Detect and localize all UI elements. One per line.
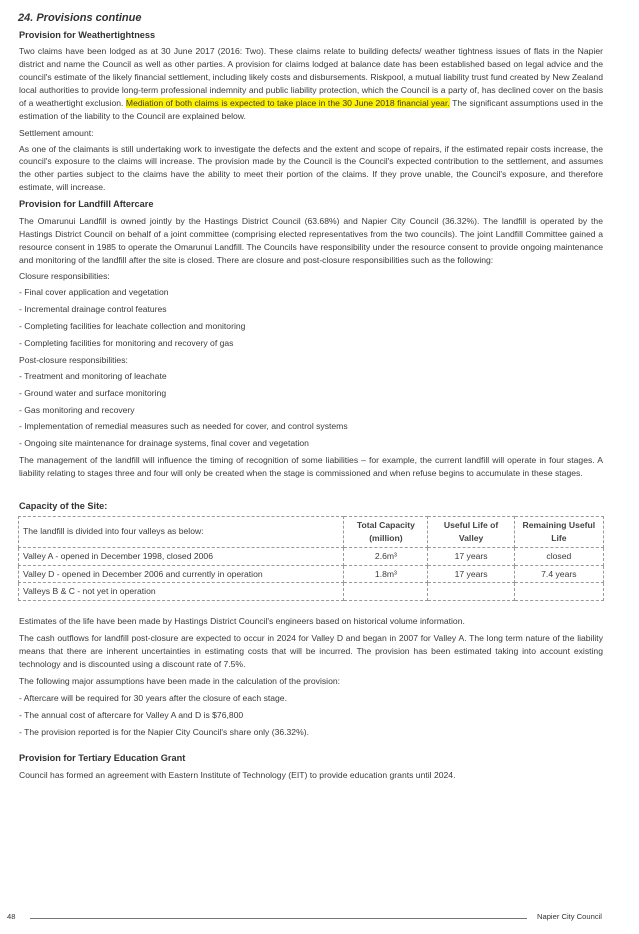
column-header-useful-life: Useful Life of Valley [428, 516, 514, 547]
settlement-paragraph: As one of the claimants is still undertaking work to investigate the defects and the extent and scope of repairs, if the estimated repair costs increase, the council's exposure to the claims will increase. The provision made by the Council is the Council's expected contribution to the settlement, and assumes the other parties subject to the claims have the ability to meet their portion of the claims. If they prove unable, the Council's exposure, and therefore estimate, will increase. [19, 143, 603, 193]
row-capacity: 1.8m³ [344, 565, 428, 583]
row-remaining-life: 7.4 years [514, 565, 603, 583]
column-header-capacity: Total Capacity (million) [344, 516, 428, 547]
row-description: Valleys B & C - not yet in operation [19, 583, 344, 601]
page-number: 48 [7, 912, 16, 921]
list-item: - Implementation of remedial measures such as needed for cover, and control systems [19, 421, 348, 432]
weathertightness-text: Two claims have been lodged as at 30 June 2017 (2016: Two). These claims relate to building defects/ weather tightness issues of flats in the Napier district and name the Council as well as other parties. A provision for claims lodged at balance date has been established based on legal advice and the council's estimate of the likely financial settlement, including likely costs and disbursements. Riskpool, a mutual liability trust fund created by New Zealand local authorities to provide long-term professional indemnity and public liability protection, which the Council is a party of, has declined cover on the basis of a weathertight exclusion. [19, 46, 603, 108]
landfill-heading: Provision for Landfill Aftercare [19, 199, 154, 210]
column-header-remaining-life: Remaining Useful Life [514, 516, 603, 547]
table-row [19, 565, 604, 583]
row-capacity [344, 583, 428, 601]
weathertightness-heading: Provision for Weathertightness [19, 29, 156, 40]
capacity-table [18, 516, 604, 601]
section-title: 24. Provisions continue [18, 12, 142, 24]
cash-outflows-paragraph: The cash outflows for landfill post-closure are expected to occur in 2024 for Valley D and began in 2007 for Valley A. The long term nature of the liability means that there are inherent uncertainties in estimating costs that will be incurred. The provision has been estimated taking into account existing technology and is discounted using a discount rate of 7.5%. [19, 633, 603, 669]
footer-organization: Napier City Council [537, 912, 602, 921]
list-item: - Incremental drainage control features [19, 304, 167, 315]
tertiary-heading: Provision for Tertiary Education Grant [19, 753, 186, 764]
capacity-heading: Capacity of the Site: [19, 501, 108, 512]
table-row [19, 547, 604, 565]
row-useful-life [428, 583, 514, 601]
list-item: - Completing facilities for leachate collection and monitoring [19, 321, 246, 332]
weathertightness-assumptions-text: The significant assumptions used in the estimation of the liability to the Council are explained below. [19, 97, 604, 121]
list-item: - Ground water and surface monitoring [19, 387, 167, 398]
row-description: Valley D - opened in December 2006 and currently in operation [19, 565, 344, 583]
highlighted-mediation-text: Mediation of both claims is expected to take place in the 30 June 2018 financial year. [125, 97, 450, 108]
list-item: - Ongoing site maintenance for drainage systems, final cover and vegetation [19, 438, 309, 449]
weathertightness-paragraph [19, 45, 603, 122]
closure-label: Closure responsibilities: [19, 271, 110, 282]
list-item: - Aftercare will be required for 30 years after the closure of each stage. [19, 692, 287, 703]
row-remaining-life: closed [514, 547, 603, 565]
row-useful-life: 17 years [428, 565, 514, 583]
list-item: - Completing facilities for monitoring and recovery of gas [19, 338, 234, 349]
list-item: - Gas monitoring and recovery [19, 404, 135, 415]
tertiary-paragraph: Council has formed an agreement with Eastern Institute of Technology (EIT) to provide education grants until 2024. [19, 770, 456, 781]
landfill-management-paragraph: The management of the landfill will influence the timing of recognition of some liabilities – for example, the current landfill will operate in four stages. A liability relating to stages three and four will only be created when the stage is commissioned and when refuse begins to accumulate in these stages. [19, 455, 603, 479]
row-remaining-life [514, 583, 603, 601]
assumptions-intro: The following major assumptions have been made in the calculation of the provision: [19, 675, 341, 686]
list-item: - The annual cost of aftercare for Valley A and D is $76,800 [19, 709, 244, 720]
estimates-paragraph: Estimates of the life have been made by Hastings District Council's engineers based on historical volume information. [19, 616, 465, 627]
document-page [18, 10, 603, 786]
row-capacity: 2.6m³ [344, 547, 428, 565]
list-item: - Final cover application and vegetation [19, 287, 169, 298]
table-row [19, 583, 604, 601]
list-item: - Treatment and monitoring of leachate [19, 370, 167, 381]
settlement-label: Settlement amount: [19, 127, 94, 138]
list-item: - The provision reported is for the Napier City Council's share only (36.32%). [19, 726, 309, 737]
footer-divider [30, 918, 527, 919]
post-closure-label: Post-closure responsibilities: [19, 354, 128, 365]
table-intro-cell: The landfill is divided into four valleys as below: [19, 516, 344, 547]
landfill-paragraph: The Omarunui Landfill is owned jointly by the Hastings District Council (63.68%) and Napier City Council (36.32%). The landfill is operated by the Hastings District Council on behalf of a joint committee (comprising elected representatives from the two councils). The joint Landfill Committee gained a resource consent in 1985 to operate the Omarunui Landfill. The Councils have responsibility under the resource consent to provide ongoing maintenance and monitoring of the landfill after the site is closed. There are closure and post-closure responsibilities such as the following: [19, 215, 603, 265]
row-useful-life: 17 years [428, 547, 514, 565]
table-header-row [19, 516, 604, 547]
row-description: Valley A - opened in December 1998, closed 2006 [19, 547, 344, 565]
